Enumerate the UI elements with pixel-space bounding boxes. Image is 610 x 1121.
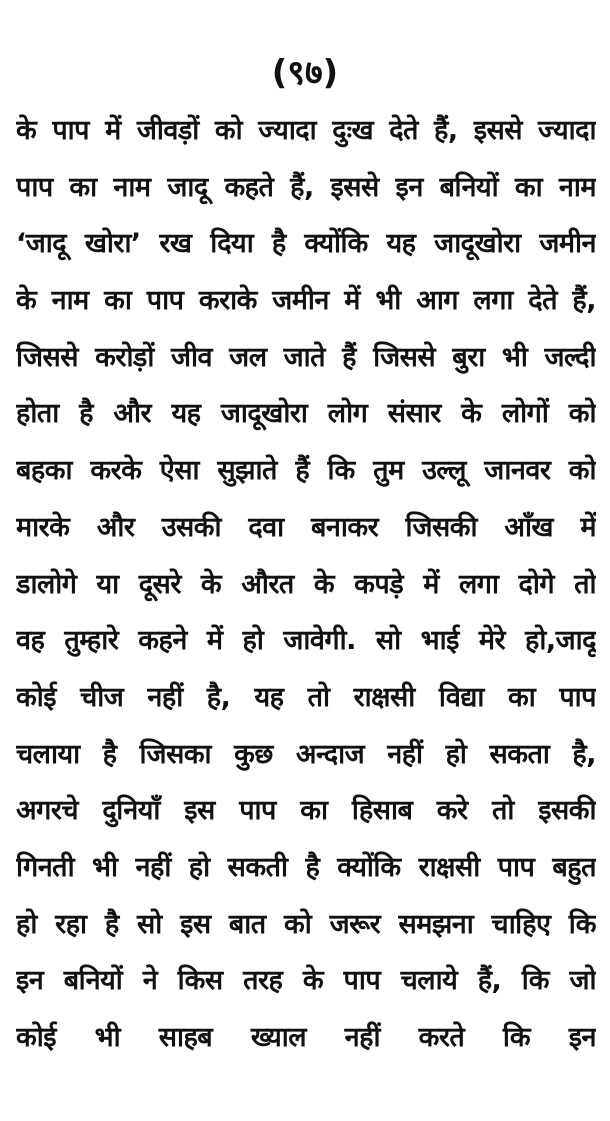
text-line: चलाया है जिसका कुछ अन्दाज नहीं हो सकता है,	[16, 738, 596, 770]
text-line: वह तुम्हारे कहने में हो जावेगी. सो भाई मेरे हो,जादू	[16, 625, 596, 657]
text-line: ‘जादू खोरा’ रख दिया है क्योंकि यह जादूखोरा जमीन	[16, 228, 596, 260]
text-line: इन बनियों ने किस तरह के पाप चलाये हैं, कि जो	[16, 965, 596, 997]
text-line: मारके और उसकी दवा बनाकर जिसकी आँख में	[16, 511, 596, 543]
body-text	[16, 103, 596, 1067]
text-line: पाप का नाम जादू कहते हैं, इससे इन बनियों का नाम	[16, 171, 596, 203]
text-line: बहका करके ऐसा सुझाते हैं कि तुम उल्लू जानवर को	[16, 455, 596, 487]
text-line: अगरचे दुनियाँ इस पाप का हिसाब करे तो इसकी	[16, 795, 596, 827]
text-line: होता है और यह जादूखोरा लोग संसार के लोगों को	[16, 398, 596, 430]
text-line: जिससे करोड़ों जीव जल जाते हैं जिससे बुरा भी जल्दी	[16, 341, 596, 373]
text-line: डालोगे या दूसरे के औरत के कपड़े में लगा दोगे तो	[16, 568, 596, 600]
text-line: कोई चीज नहीं है, यह तो राक्षसी विद्या का पाप	[16, 681, 596, 713]
text-line: के नाम का पाप कराके जमीन में भी आग लगा देते हैं,	[16, 285, 596, 317]
page-number: (९७)	[271, 53, 339, 93]
text-line: गिनती भी नहीं हो सकती है क्योंकि राक्षसी पाप बहुत	[16, 851, 596, 883]
text-line: के पाप में जीवड़ों को ज्यादा दुःख देते हैं, इससे ज्यादा	[16, 115, 596, 146]
text-line: कोई भी साहब ख्याल नहीं करते कि इन	[16, 1022, 596, 1053]
text-line: हो रहा है सो इस बात को जरूर समझना चाहिए कि	[16, 908, 596, 940]
